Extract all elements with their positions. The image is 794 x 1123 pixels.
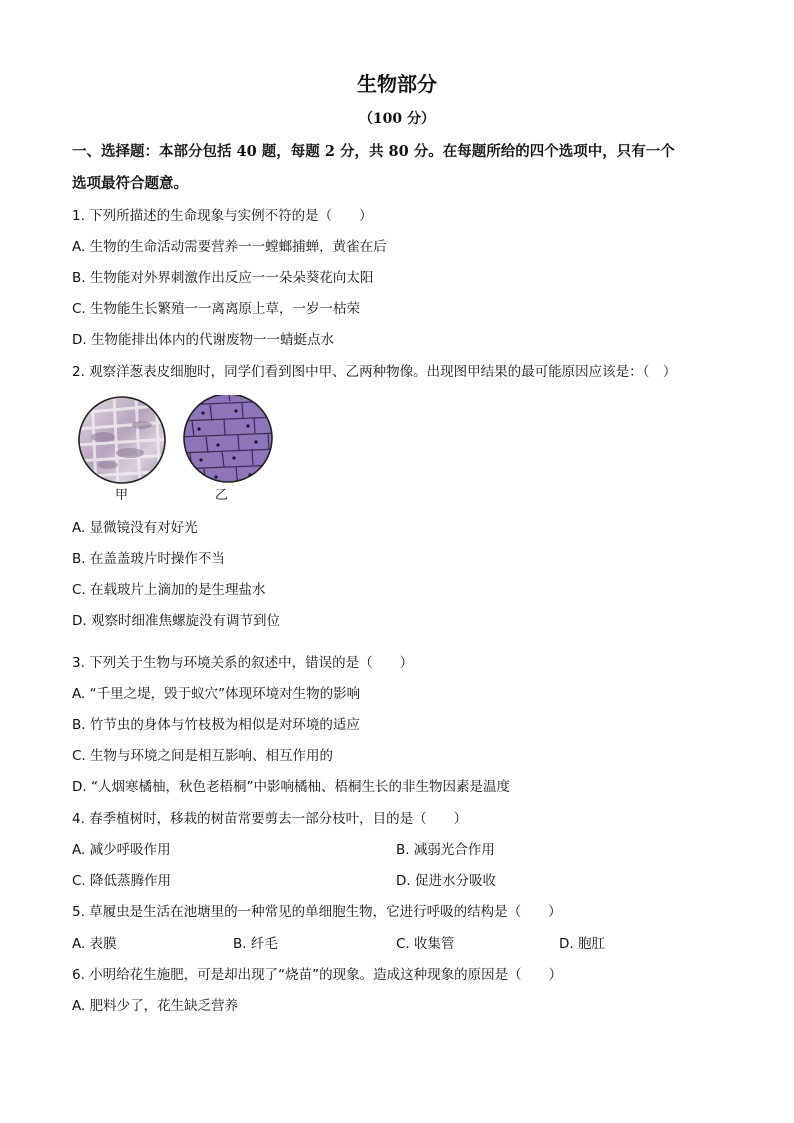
question-1-option-a: A. 生物的生命活动需要营养一一螳螂捕蝉，黄雀在后 (72, 239, 387, 255)
question-4-option-a: A. 减少呼吸作用 (72, 842, 171, 858)
question-3-option-d: D. “人烟寒橘柚，秋色老梧桐”中影响橘柚、梧桐生长的非生物因素是温度 (72, 779, 510, 795)
question-3-option-a: A. “千里之堤，毁于蚁穴”体现环境对生物的影响 (72, 686, 361, 702)
question-3-stem: 3. 下列关于生物与环境关系的叙述中，错误的是（ ） (72, 655, 414, 671)
question-5-stem: 5. 草履虫是生活在池塘里的一种常见的单细胞生物，它进行呼吸的结构是（ ） (72, 904, 562, 920)
question-4-stem: 4. 春季植树时，移栽的树苗常要剪去一部分枝叶，目的是（ ） (72, 811, 468, 827)
section-instructions-line1: 一、选择题：本部分包括 40 题，每题 2 分，共 80 分。在每题所给的四个选项中，只有一个 (72, 143, 675, 160)
microscope-views-image (78, 395, 278, 503)
question-1-stem: 1. 下列所描述的生命现象与实例不符的是（ ） (72, 208, 373, 224)
question-2-stem: 2. 观察洋葱表皮细胞时，同学们看到图中甲、乙两种物像。出现图甲结果的最可能原因应该是：（ ） (72, 364, 677, 380)
figure-label-yi: 乙 (215, 488, 229, 503)
question-4-option-c: C. 降低蒸腾作用 (72, 873, 172, 889)
view-yi (178, 395, 278, 490)
question-4-option-b: B. 减弱光合作用 (396, 842, 495, 858)
question-6-stem: 6. 小明给花生施肥，可是却出现了“烧苗”的现象。造成这种现象的原因是（ ） (72, 967, 563, 983)
question-5-option-d: D. 胞肛 (559, 936, 605, 952)
question-5-option-c: C. 收集管 (396, 936, 455, 952)
question-5-option-b: B. 纤毛 (233, 936, 278, 952)
total-score: （100 分） (358, 111, 436, 127)
question-3-option-b: B. 竹节虫的身体与竹枝极为相似是对环境的适应 (72, 717, 360, 733)
question-2-option-a: A. 显微镜没有对好光 (72, 520, 198, 536)
question-1-option-c: C. 生物能生长繁殖一一离离原上草，一岁一枯荣 (72, 301, 361, 317)
question-1-option-d: D. 生物能排出体内的代谢废物一一蜻蜓点水 (72, 332, 334, 348)
question-6-option-a: A. 肥料少了，花生缺乏营养 (72, 998, 239, 1014)
page-title: 生物部分 (357, 72, 437, 96)
question-4-option-d: D. 促进水分吸收 (396, 873, 496, 889)
question-5-option-a: A. 表膜 (72, 936, 117, 952)
figure-label-jia: 甲 (115, 488, 129, 503)
question-2-option-b: B. 在盖盖玻片时操作不当 (72, 551, 225, 567)
section-instructions-line2: 选项最符合题意。 (72, 175, 188, 192)
question-1-option-b: B. 生物能对外界刺激作出反应一一朵朵葵花向太阳 (72, 270, 374, 286)
question-3-option-c: C. 生物与环境之间是相互影响、相互作用的 (72, 748, 334, 764)
microscope-figure (78, 395, 278, 503)
question-2-option-d: D. 观察时细准焦螺旋没有调节到位 (72, 613, 280, 629)
question-2-option-c: C. 在载玻片上滴加的是生理盐水 (72, 582, 266, 598)
